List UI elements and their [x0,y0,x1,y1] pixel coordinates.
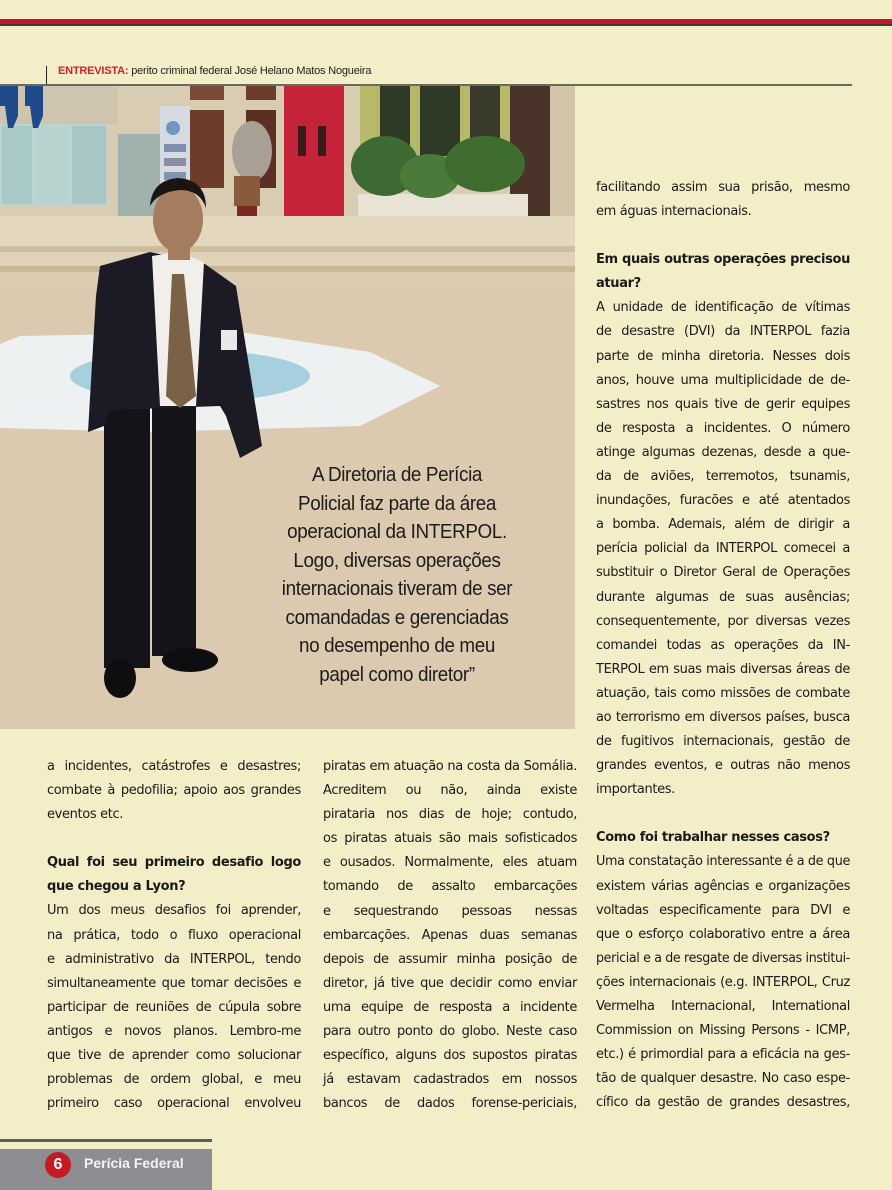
page-number-badge: 6 [45,1152,71,1178]
interview-question: atuar? [596,276,641,292]
body-line: em águas internacionais. [596,204,752,220]
body-line: antigos e novos planos. Lembro-me [47,1023,301,1039]
magazine-name: Perícia Federal [84,1155,184,1171]
section-subject: perito criminal federal José Helano Matos Nogueira [131,65,372,77]
body-line: substituir o Diretor Geral de Operações [596,565,850,581]
body-line: já estavam cadastrados em nossos [323,1072,577,1088]
body-line: comandei todas as operações da IN- [596,637,850,653]
body-line: e administrativo da INTERPOL, tendo [47,951,301,967]
body-line: a incidentes, catástrofes e desastres; [47,759,301,774]
body-line: diretor, já tive que decidir como enviar [323,975,577,991]
body-line: embarcações. Apenas duas semanas [323,927,577,943]
body-line: eventos etc. [47,807,124,823]
pull-quote-line: internacionais tiveram de ser [281,577,513,600]
body-line: uma equipe de resposta a incidente [323,999,577,1015]
body-line: que tive de aprender como solucionar [47,1048,301,1064]
body-line: Vermelha Internacional, International [596,999,850,1014]
pull-quote-line: no desempenho de meu [298,634,496,657]
body-line: voltadas especificamente para DVI e [596,902,850,918]
body-line: cífico da gestão de grandes desastres, [596,1095,850,1111]
pull-quote-line: comandadas e gerenciadas [285,605,509,629]
body-line: que o esforço colaborativo entre a área [596,926,850,942]
body-line: perícia policial da INTERPOL comecei a [596,541,850,557]
article-column-2 [323,755,577,1116]
top-rule-dark [0,24,892,26]
body-line: para outro ponto do globo. Neste caso [323,1024,577,1040]
body-line: primeiro caso operacional envolveu [47,1096,301,1112]
body-line: A unidade de identificação de vítimas [596,300,850,316]
body-line: piratas em atuação na costa da Somália. [323,759,577,774]
body-line: bancos de dados forense-periciais, [323,1096,577,1112]
body-line: pirataria nos dias de hoje; contudo, [323,807,577,823]
pull-quote-line: Logo, diversas operações [293,548,501,572]
open-quote-icon [0,86,44,128]
header-tick-divider [46,66,47,85]
body-line: simultaneamente que tomar decisões e [47,975,301,991]
body-line: facilitando assim sua prisão, mesmo [596,180,850,195]
body-line: tão de qualquer desastre. No caso espe- [596,1071,850,1087]
pull-quote-line: Policial faz parte da área [297,491,497,515]
body-line: a bomba. Ademais, além de dirigir a [596,517,850,533]
body-line: e ousados. Normalmente, eles atuam [323,855,577,871]
body-line: participar de reuniões de cúpula sobre [47,999,301,1015]
body-line: importantes. [596,782,675,798]
body-line: sastres nos quais tive de gerir equipes [596,396,850,412]
body-line: na prática, todo o fluxo operacional [47,927,301,943]
body-line: tomando de assalto embarcações [323,879,577,895]
interview-question: Em quais outras operações precisou [596,252,850,268]
body-line: combate à pedofilia; apoio aos grandes [47,783,301,799]
body-line: Commission on Missing Persons - ICMP, [596,1023,850,1039]
body-line: consequentemente, por diversas vezes [596,613,850,629]
body-line: de resposta a incidentes. O número [596,420,850,436]
body-line: depois de assumir minha posição de [323,951,577,967]
body-line: problemas de ordem global, e meu [47,1072,301,1088]
body-line: de fugitivos internacionais, gestão de [596,734,850,750]
body-line: de desastre (DVI) da INTERPOL fazia [596,324,850,340]
body-line: os piratas atuais são mais sofisticados [323,831,577,847]
body-line: durante algumas de suas ausências; [596,589,850,605]
article-column-1 [47,755,301,1116]
body-line: Um dos meus desafios foi aprender, [47,903,301,919]
body-line: existem várias agências e organizações [596,878,850,894]
body-line: da de aviões, terremotos, tsunamis, [596,469,850,485]
body-line: pericial e a de resgate de diversas institui- [596,950,850,966]
body-line: etc.) é primordial para a eficácia na ges- [596,1047,850,1063]
body-line: atuação, tais como missões de combate [596,685,850,701]
pull-quote-line: papel como diretor” [319,662,475,686]
body-line: e sequestrando pessoas nessas [323,903,577,919]
pull-quote [273,461,521,689]
interview-question: Qual foi seu primeiro desafio logo [47,855,301,871]
body-line: anos, houve uma multiplicidade de de- [596,372,850,388]
section-header [58,65,371,77]
body-line: grandes eventos, e outras não menos [596,758,850,774]
body-line: específico, alguns dos supostos piratas [323,1048,577,1064]
section-label: ENTREVISTA: [58,65,129,77]
body-line: inundações, furacões e até atentados [596,493,850,509]
body-line: TERPOL em suas mais diversas áreas de [596,661,850,677]
body-line: Acreditem ou não, ainda existe [323,783,577,799]
interview-question: Como foi trabalhar nesses casos? [596,830,830,846]
body-line: ções internacionais (e.g. INTERPOL, Cruz [596,974,850,990]
body-line: ao terrorismo em diversos países, busca [596,709,850,725]
pull-quote-line: operacional da INTERPOL. [287,520,507,543]
footer-rule [0,1139,212,1142]
body-line: Uma constatação interessante é a de que [596,854,850,870]
body-line: parte de minha diretoria. Nesses dois [596,348,850,364]
article-column-3 [596,176,850,1115]
pull-quote-line: A Diretoria de Perícia [311,463,483,486]
interview-question: que chegou a Lyon? [47,879,186,895]
body-line: atinge algumas dezenas, desde a que- [596,444,850,460]
